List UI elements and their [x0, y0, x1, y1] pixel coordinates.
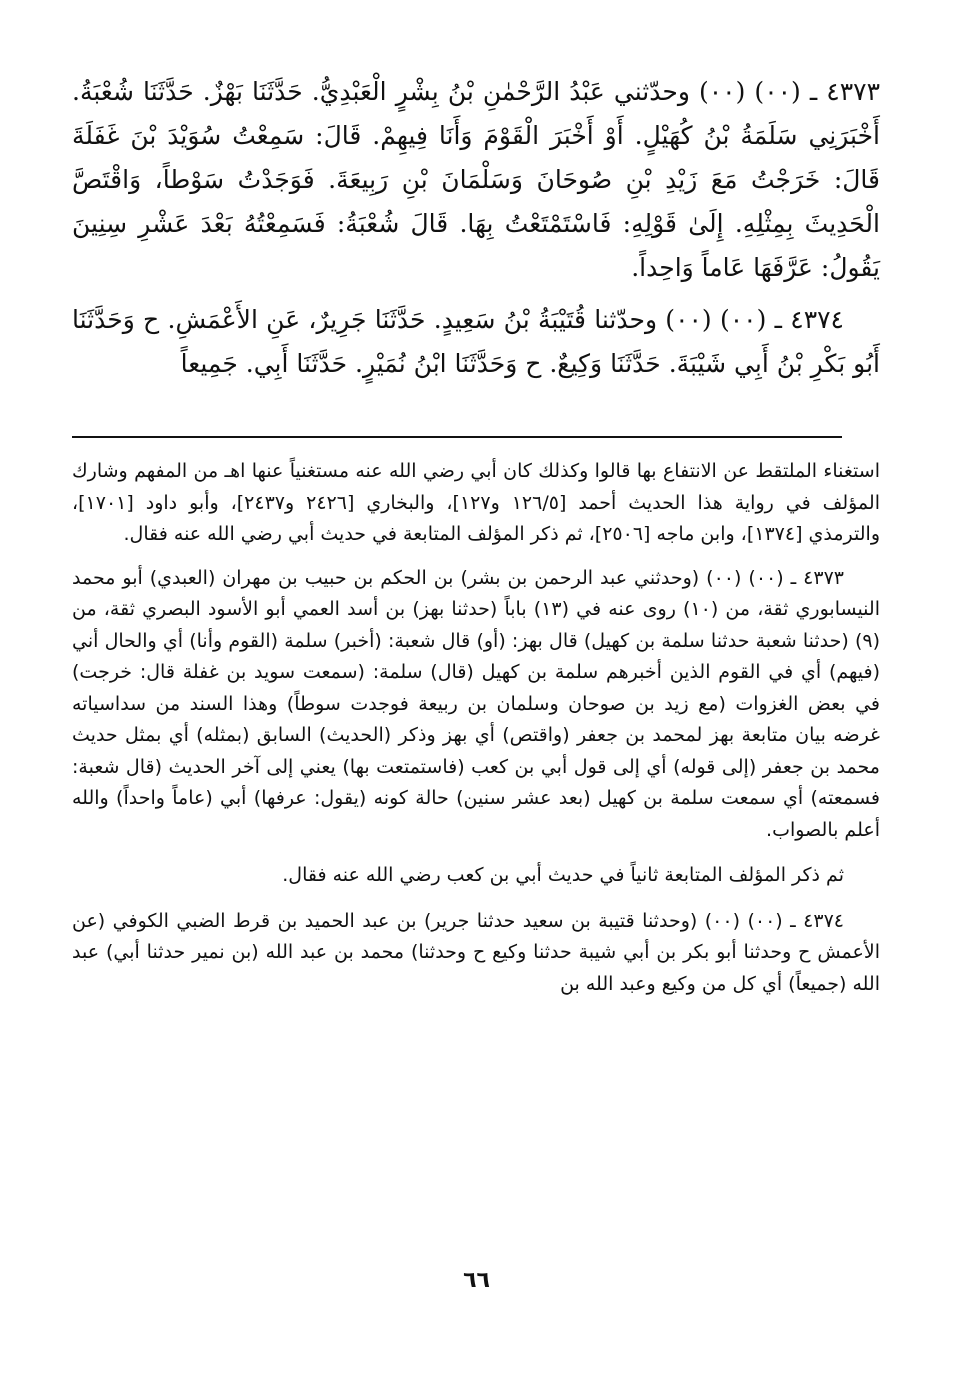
- hadith-text-block: [72, 70, 880, 386]
- commentary-block: [72, 456, 880, 1000]
- hadith-4374: ٤٣٧٤ ـ (٠٠) (٠٠) وحدّثنا قُتَيْبَةُ بْنُ سَعِيدٍ. حَدَّثَنَا جَرِيرٌ، عَنِ الأَعْمَشِ. ح وَحَدَّثَنَا أَبُو بَكْرِ بْنُ أَبِي شَيْبَةَ. حَدَّثَنَا وَكِيعٌ. ح وَحَدَّثَنَا ابْنُ نُمَيْرٍ. حَدَّثَنَا أَبِي. جَمِيعاً: [72, 305, 880, 378]
- footnote-divider: [72, 436, 842, 438]
- commentary-4373: ٤٣٧٣ ـ (٠٠) (٠٠) (وحدثني عبد الرحمن بن بشر) بن الحكم بن حبيب بن مهران (العبدي) أبو محمد النيسابوري ثقة، من (١٠) روى عنه في (١٣) باباً (حدثنا بهز) بن أسد العمي أبو الأسود البصري ثقة، من (٩) (حدثنا شعبة حدثنا سلمة بن كهيل) قال بهز: (أو) قال شعبة: (أخبر) سلمة (القوم وأنا) أي والحال أني (فيهم) أي في القوم الذين أخبرهم سلمة بن كهيل (قال) سلمة: (سمعت سويد بن غفلة قال: خرجت) في بعض الغزوات (مع زيد بن صوحان وسلمان بن ربيعة فوجدت سوطاً) وهذا السند من سداسياته غرضه بيان متابعة بهز لمحمد بن جعفر (واقتص) أي بهز وذكر (الحديث) السابق (بمثله) أي بمثل حديث محمد بن جعفر (إلى قوله) أي إلى قول أبي بن كعب (فاستمتعت بها) يعني إلى آخر الحديث (قال شعبة: فسمعته) أي سمعت سلمة بن كهيل (بعد عشر سنين) حالة كونه (يقول: عرفها) أبي (عاماً واحداً) والله أعلم بالصواب.: [72, 566, 880, 841]
- commentary-continuation: استغناء الملتقط عن الانتفاع بها قالوا وكذلك كان أبي رضي الله عنه مستغنياً عنها اهـ من المفهم وشارك المؤلف في رواية هذا الحديث أحمد [١٢٦/٥ و١٢٧]، والبخاري [٢٤٢٦ و٢٤٣٧]، وأبو داود [١٧٠١]، والترمذي [١٣٧٤]، وابن ماجه [٢٥٠٦]، ثم ذكر المؤلف المتابعة في حديث أبي رضي الله عنه فقال.: [72, 460, 880, 545]
- commentary-4374: ٤٣٧٤ ـ (٠٠) (٠٠) (وحدثنا قتيبة بن سعيد حدثنا جرير) بن عبد الحميد بن قرط الضبي الكوفي (عن الأعمش ح وحدثنا أبو بكر بن أبي شيبة حدثنا وكيع ح وحدثنا) محمد بن عبد الله (بن نمير حدثنا أبي) عبد الله (جميعاً) أي كل من وكيع وعبد الله بن: [72, 909, 880, 995]
- commentary-transition: ثم ذكر المؤلف المتابعة ثانياً في حديث أبي بن كعب رضي الله عنه فقال.: [282, 864, 844, 886]
- hadith-4373: ٤٣٧٣ ـ (٠٠) (٠٠) وحدّثني عَبْدُ الرَّحْمٰنِ بْنُ بِشْرٍ الْعَبْدِيُّ. حَدَّثَنَا بَهْزٌ. حَدَّثَنَا شُعْبَةُ. أَخْبَرَنِي سَلَمَةُ بْنُ كُهَيْلٍ. أَوْ أَخْبَرَ الْقَوْمَ وَأَنَا فِيهِمْ. قَالَ: سَمِعْتُ سُوَيْدَ بْنَ غَفَلَةَ قَالَ: خَرَجْتُ مَعَ زَيْدِ بْنِ صُوحَانَ وَسَلْمَانَ بْنِ رَبِيعَةَ. فَوَجَدْتُ سَوْطاً، وَاقْتَصَّ الْحَدِيثَ بِمِثْلِهِ. إِلَىٰ قَوْلِهِ: فَاسْتَمْتَعْتُ بِهَا. قَالَ شُعْبَةُ: فَسَمِعْتُهُ بَعْدَ عَشْرِ سِنِينَ يَقُولُ: عَرَّفَهَا عَاماً وَاحِداً.: [72, 77, 880, 282]
- page-number: ٦٦: [463, 1268, 490, 1293]
